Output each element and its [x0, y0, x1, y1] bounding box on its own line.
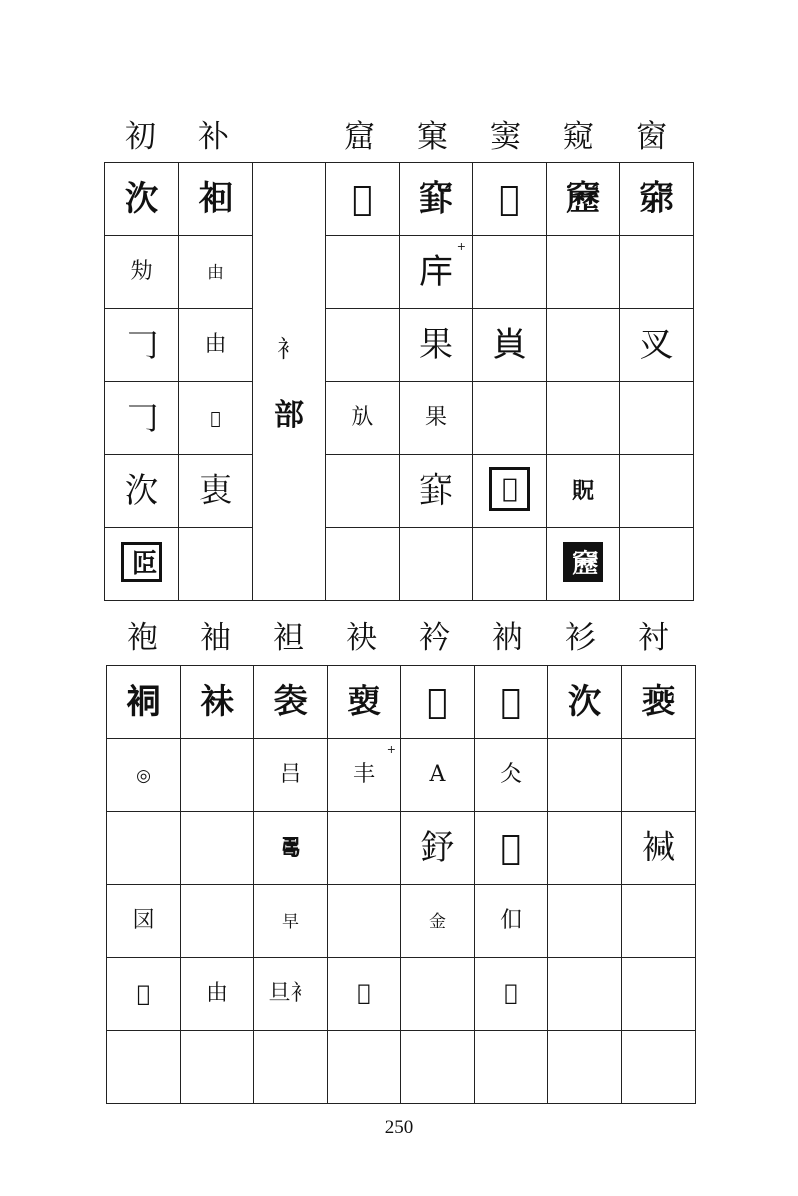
glyph-cell — [473, 309, 547, 382]
header-char — [250, 117, 323, 157]
glyph: 由 — [205, 981, 228, 1006]
top-glyph-table — [104, 162, 694, 601]
glyph: 𧛡 — [641, 828, 676, 868]
glyph-cell — [401, 812, 475, 885]
glyph-cell — [620, 528, 694, 601]
glyph: 果 — [419, 325, 453, 365]
glyph-cell — [401, 958, 475, 1031]
glyph-cell — [326, 382, 400, 455]
glyph: 劮 — [130, 259, 153, 284]
glyph-cell — [401, 1031, 475, 1104]
header-char: 袖 — [200, 620, 231, 656]
glyph-cell — [181, 739, 254, 812]
glyph: 仌 — [499, 762, 522, 787]
glyph: 㕚 — [639, 325, 674, 365]
glyph-cell — [400, 455, 473, 528]
header-char: 补 — [198, 119, 229, 155]
glyph-cell — [622, 739, 696, 812]
header-char: 窦 — [490, 119, 521, 155]
glyph-cell — [620, 163, 694, 236]
header-char: 初 — [125, 119, 156, 155]
glyph-cell — [620, 236, 694, 309]
seal-glyph: 㳄 — [567, 682, 602, 722]
glyph-cell — [400, 309, 473, 382]
glyph-cell — [400, 528, 473, 601]
glyph: 𠃌 — [124, 398, 159, 438]
glyph-cell — [475, 958, 548, 1031]
glyph-cell — [620, 382, 694, 455]
glyph-cell — [401, 885, 475, 958]
glyph: 貺 — [571, 478, 594, 504]
glyph-cell — [254, 1031, 328, 1104]
glyph-cell — [107, 739, 181, 812]
plus-mark: + — [456, 240, 466, 253]
glyph-cell — [105, 163, 179, 236]
glyph-cell — [328, 885, 401, 958]
glyph-cell — [179, 236, 253, 309]
header-char: 衬 — [638, 620, 669, 656]
glyph: ◎ — [136, 765, 151, 786]
glyph-cell — [622, 885, 696, 958]
seal-glyph: 𥨻 — [566, 179, 600, 219]
top-headers — [104, 117, 688, 157]
header-char: 袍 — [127, 620, 158, 656]
glyph-cell — [107, 812, 181, 885]
glyph-cell — [254, 666, 328, 739]
glyph-cell — [254, 958, 328, 1031]
glyph-cell — [547, 163, 620, 236]
seal-glyph: 𧛫 — [347, 682, 381, 722]
header-char: 衿 — [419, 620, 450, 656]
bottom-glyph-table — [106, 665, 696, 1104]
glyph-cell — [400, 236, 473, 309]
glyph-cell — [181, 885, 254, 958]
glyph-cell — [620, 455, 694, 528]
plus-mark: + — [386, 743, 396, 756]
glyph-cell — [548, 812, 622, 885]
glyph-cell — [548, 1031, 622, 1104]
glyph-cell — [326, 309, 400, 382]
seal-stamp: 𥨊 — [489, 467, 530, 511]
glyph-cell — [475, 1031, 548, 1104]
glyph: 𨥤 — [420, 828, 455, 868]
glyph: 𥦛 — [419, 471, 453, 511]
header-char: 衫 — [565, 620, 596, 656]
glyph: 早 — [282, 911, 299, 932]
seal-glyph: 𥥘 — [352, 179, 373, 219]
glyph-cell — [548, 739, 622, 812]
glyph: 吕 — [279, 762, 302, 787]
glyph: 㘝 — [132, 908, 155, 933]
glyph: A — [429, 762, 446, 787]
glyph-cell — [181, 958, 254, 1031]
glyph-cell — [473, 163, 547, 236]
glyph-cell — [181, 666, 254, 739]
glyph-cell — [179, 309, 253, 382]
seal-glyph: 𧙕 — [200, 682, 234, 722]
glyph-cell — [179, 382, 253, 455]
glyph-cell — [401, 666, 475, 739]
glyph-cell — [254, 885, 328, 958]
glyph: 𡗣 — [500, 828, 522, 868]
seal-glyph: 𧙍 — [273, 682, 308, 722]
glyph-cell — [105, 382, 179, 455]
glyph-cell — [326, 163, 400, 236]
glyph: 𤰔 — [210, 408, 221, 429]
seal-stamp: 𦣝 — [121, 542, 162, 582]
glyph-cell — [548, 885, 622, 958]
glyph-cell — [547, 455, 620, 528]
glyph-cell — [181, 1031, 254, 1104]
glyph-cell — [179, 163, 253, 236]
seal-glyph: 𥦢 — [639, 179, 674, 219]
glyph-cell — [107, 1031, 181, 1104]
seal-glyph: 𧙥 — [126, 682, 161, 722]
glyph-cell — [105, 528, 179, 601]
glyph-cell — [326, 528, 400, 601]
glyph-cell — [473, 528, 547, 601]
glyph-cell — [326, 236, 400, 309]
glyph: 由 — [204, 332, 227, 357]
glyph-cell — [475, 885, 548, 958]
glyph-cell — [328, 1031, 401, 1104]
header-char: 窠 — [417, 119, 448, 155]
glyph: 𡗣 — [504, 981, 518, 1006]
glyph-cell — [179, 528, 253, 601]
glyph-cell — [622, 812, 696, 885]
seal-glyph: 𥨊 — [499, 179, 520, 219]
glyph: 𧙏 — [198, 471, 233, 511]
glyph-cell — [622, 1031, 696, 1104]
radical-label: 部 — [274, 398, 304, 433]
glyph-cell — [473, 455, 547, 528]
seal-glyph: 𧚹 — [641, 682, 676, 722]
glyph-cell — [547, 236, 620, 309]
glyph: 㫃 — [351, 405, 374, 430]
seal-glyph: 𡗣 — [500, 682, 522, 722]
glyph: 果 — [424, 405, 447, 430]
glyph-cell — [475, 812, 548, 885]
glyph-cell — [179, 455, 253, 528]
glyph-cell — [473, 382, 547, 455]
glyph: 㳄 — [124, 471, 159, 511]
glyph-cell — [328, 812, 401, 885]
glyph-cell — [401, 739, 475, 812]
glyph-cell — [105, 236, 179, 309]
glyph-cell — [547, 528, 620, 601]
glyph-cell — [473, 236, 547, 309]
glyph: 𧴪 — [492, 325, 527, 365]
glyph-cell — [547, 382, 620, 455]
header-char: 衲 — [492, 620, 523, 656]
glyph: 𠃌 — [124, 325, 159, 365]
header-char: 窥 — [563, 119, 594, 155]
glyph: 旦衤 — [268, 981, 313, 1006]
glyph-cell — [105, 455, 179, 528]
glyph: 㐰 — [499, 908, 522, 933]
seal-glyph: 𧙊 — [198, 179, 233, 219]
glyph: 由 — [207, 262, 224, 283]
radical-cell — [253, 163, 326, 601]
glyph: 𠷎 — [279, 835, 302, 861]
bottom-headers — [106, 618, 690, 658]
seal-glyph: 𧙚 — [427, 682, 448, 722]
seal-glyph: 㳄 — [124, 179, 159, 219]
glyph-cell — [400, 163, 473, 236]
glyph-cell — [548, 958, 622, 1031]
glyph-cell — [181, 812, 254, 885]
glyph-cell — [326, 455, 400, 528]
glyph-cell — [328, 958, 401, 1031]
glyph-cell — [475, 666, 548, 739]
glyph-cell — [254, 739, 328, 812]
glyph-cell — [107, 958, 181, 1031]
header-char: 窟 — [344, 119, 375, 155]
glyph: 𢇛 — [419, 252, 453, 292]
header-char: 袒 — [273, 620, 304, 656]
glyph-cell — [475, 739, 548, 812]
glyph: 𩑗 — [136, 981, 151, 1007]
glyph-cell — [547, 309, 620, 382]
radical-glyph: 衤 — [277, 335, 301, 363]
glyph-cell — [328, 739, 401, 812]
glyph-cell — [328, 666, 401, 739]
glyph-cell — [622, 666, 696, 739]
glyph-cell — [254, 812, 328, 885]
glyph: 金 — [429, 911, 446, 932]
glyph-cell — [620, 309, 694, 382]
header-char: 袂 — [346, 620, 377, 656]
header-char: 窗 — [636, 119, 667, 155]
glyph-cell — [105, 309, 179, 382]
glyph: 𢗙 — [357, 981, 371, 1006]
glyph-cell — [107, 885, 181, 958]
glyph-cell — [622, 958, 696, 1031]
glyph-cell — [400, 382, 473, 455]
seal-glyph: 𥦛 — [419, 179, 453, 219]
seal-stamp: 𥨻 — [563, 542, 604, 582]
page-number: 250 — [384, 1117, 414, 1138]
glyph: 丰 — [352, 762, 375, 787]
glyph-cell — [548, 666, 622, 739]
glyph-cell — [107, 666, 181, 739]
